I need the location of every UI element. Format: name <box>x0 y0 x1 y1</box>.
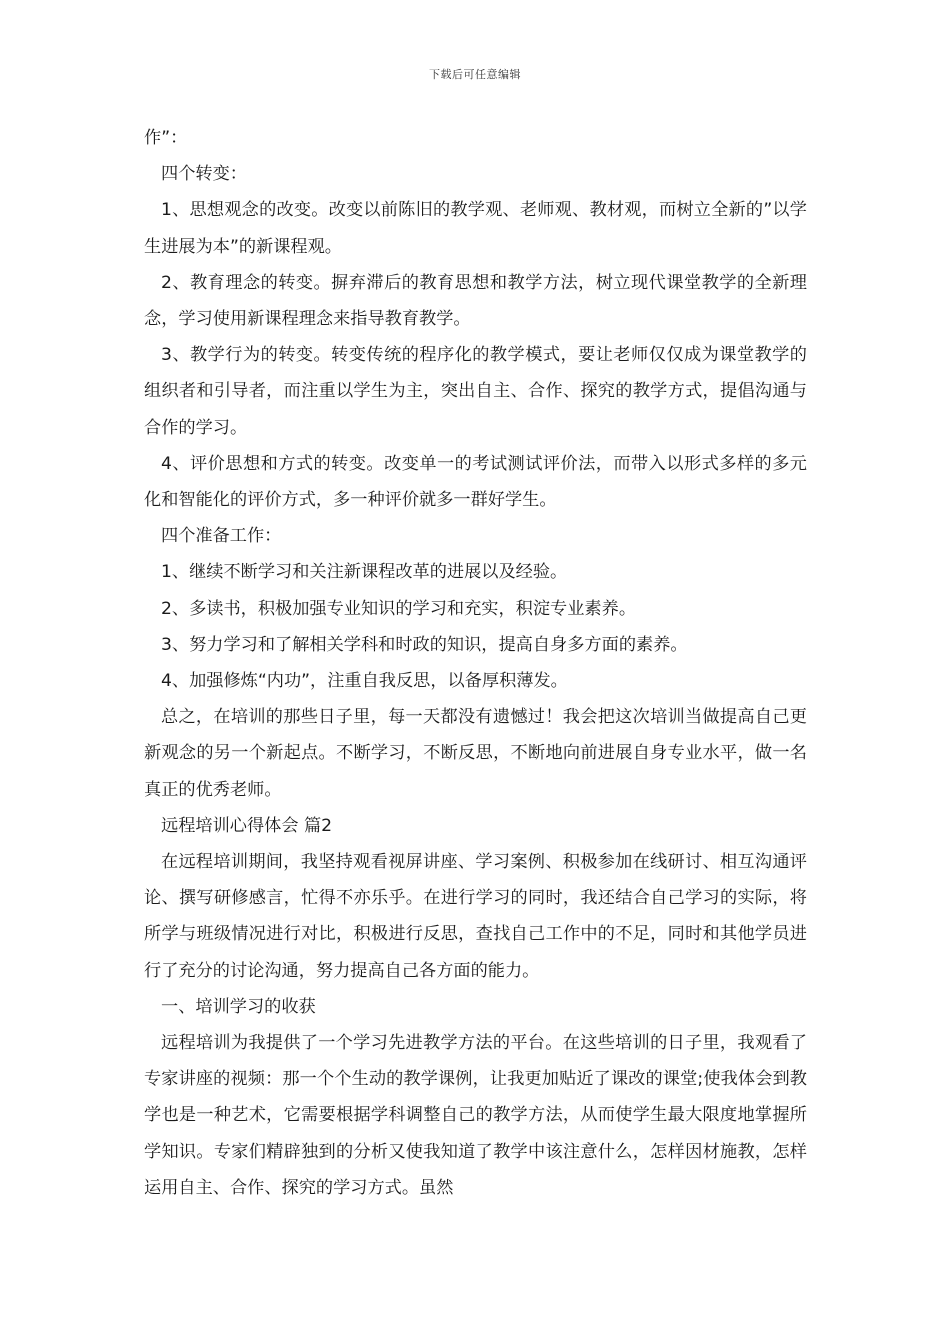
section-heading: 四个转变： <box>161 164 247 185</box>
paragraph: 1、思想观念的改变。改变以前陈旧的教学观、老师观、教材观，而树立全新的”以学生进展为本”的新课程观。 <box>144 200 807 257</box>
paragraph: 2、教育理念的转变。摒弃滞后的教育思想和教学方法，树立现代课堂教学的全新理念，学习使用新课程理念来指导教育教学。 <box>144 272 807 330</box>
paragraph: 作”： <box>144 128 188 148</box>
paragraph: 在远程培训期间，我坚持观看视屏讲座、学习案例、积极参加在线研讨、相互沟通评论、撰写研修感言，忙得不亦乐乎。在进行学习的同时，我还结合自己学习的实际，将所学与班级情况进行对比，积极进行反思，查找自己工作中的不足，同时和其他学员进行了充分的讨论沟通，努力提高自己各方面的能力。 <box>144 852 807 981</box>
paragraph: 4、评价思想和方式的转变。改变单一的考试测试评价法，而带入以形式多样的多元化和智能化的评价方式，多一种评价就多一群好学生。 <box>144 453 807 511</box>
header-note: 下载后可任意编辑 <box>429 68 521 81</box>
section-heading: 四个准备工作： <box>161 526 282 547</box>
paragraph: 1、继续不断学习和关注新课程改革的进展以及经验。 <box>161 562 568 583</box>
article-title: 远程培训心得体会 篇2 <box>161 815 333 836</box>
document-body <box>144 120 807 1206</box>
paragraph: 3、教学行为的转变。转变传统的程序化的教学模式，要让老师仅仅成为课堂教学的组织者和引导者，而注重以学生为主，突出自主、合作、探究的教学方式，提倡沟通与合作的学习。 <box>144 345 807 438</box>
paragraph: 2、多读书，积极加强专业知识的学习和充实，积淀专业素养。 <box>161 598 637 619</box>
paragraph: 4、加强修炼“内功”，注重自我反思，以备厚积薄发。 <box>161 671 568 692</box>
paragraph: 总之，在培训的那些日子里，每一天都没有遗憾过！我会把这次培训当做提高自己更新观念的另一个新起点。不断学习，不断反思，不断地向前进展自身专业水平，做一名真正的优秀老师。 <box>144 707 807 800</box>
paragraph: 远程培训为我提供了一个学习先进教学方法的平台。在这些培训的日子里，我观看了专家讲座的视频：那一个个生动的教学课例，让我更加贴近了课改的课堂;使我体会到教学也是一种艺术，它需要根据学科调整自己的教学方法，从而使学生最大限度地掌握所学知识。专家们精辟独到的分析又使我知道了教学中该注意什么，怎样因材施教，怎样运用自主、合作、探究的学习方式。虽然 <box>144 1033 807 1198</box>
section-heading: 一、培训学习的收获 <box>161 996 316 1017</box>
paragraph: 3、努力学习和了解相关学科和时政的知识，提高自身多方面的素养。 <box>161 634 688 655</box>
